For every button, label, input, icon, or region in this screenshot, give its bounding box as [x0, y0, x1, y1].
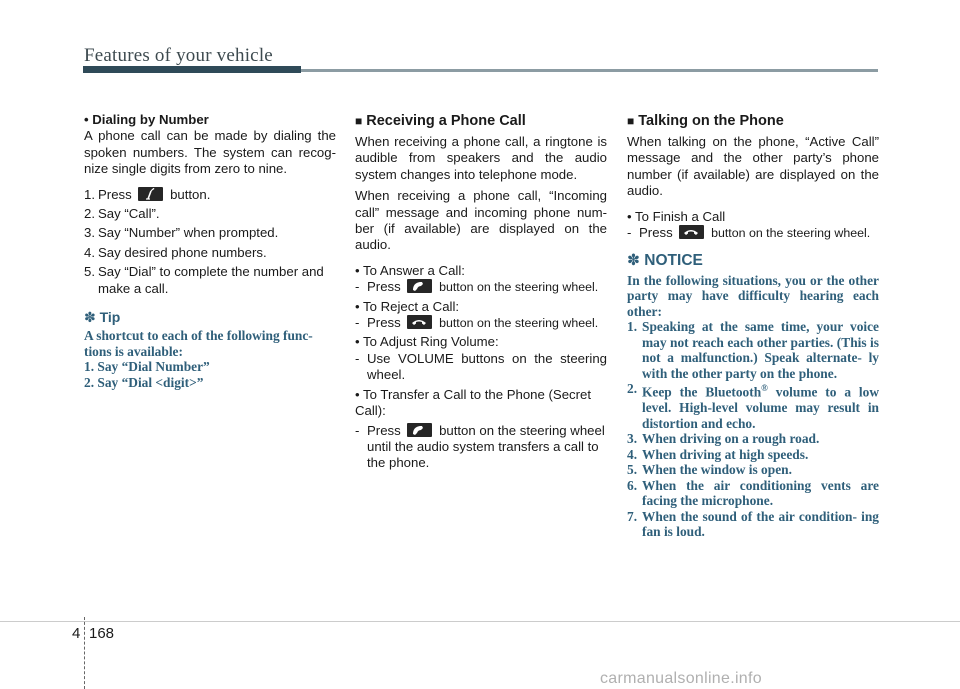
- finish-instruction: - Press button on the steering wheel.: [627, 225, 871, 241]
- header-rule-dark: [83, 66, 301, 73]
- notice-item: 4. When driving at high speeds.: [627, 446, 809, 462]
- step-number: 5.: [84, 264, 95, 280]
- step-number: 3.: [84, 225, 95, 241]
- notice-intro: In the following situations, you or the other party may have difficulty hearing each other:: [627, 272, 879, 319]
- reject-instruction: - Press button on the steering wheel.: [355, 315, 599, 331]
- step-text: Press: [98, 186, 132, 202]
- dialing-step: [84, 187, 336, 203]
- step-number: 2.: [84, 206, 95, 222]
- step-number: 4.: [84, 244, 95, 260]
- tip-intro: A shortcut to each of the following func- tions is available:: [84, 328, 313, 359]
- talking-para: When talking on the phone, “Active Call” message and the other party’s phone number (if available) are displayed on the audio.: [627, 134, 879, 199]
- dialing-heading: • Dialing by Number: [84, 112, 209, 127]
- square-bullet-icon: ■: [355, 114, 363, 128]
- volume-heading: • To Adjust Ring Volume:: [355, 334, 499, 350]
- call-end-button-icon: [679, 225, 704, 239]
- column-receiving: [355, 112, 607, 475]
- watermark: carmanualsonline.info: [600, 670, 762, 687]
- page-header-title: Features of your vehicle: [84, 45, 273, 66]
- volume-instruction: - Use VOLUME buttons on the steering wheel.: [355, 350, 607, 383]
- notice-item: 5. When the window is open.: [627, 462, 792, 478]
- notice-item: 7. When the sound of the air condition- ing fan is loud.: [627, 508, 879, 540]
- tip-heading: ✽ Tip: [84, 309, 121, 326]
- notice-item: 2. Keep the Bluetooth® volume to a low level. High-level volume may result in distortion and echo.: [627, 381, 879, 431]
- receiving-para: When receiving a phone call, a ringtone is audible from speakers and the audio system changes into telephone mode.: [355, 134, 607, 182]
- receiving-heading: ■ Receiving a Phone Call: [355, 113, 526, 129]
- tip-body: [84, 328, 336, 390]
- call-answer-button-icon: [407, 423, 432, 437]
- step-number: 1.: [84, 186, 95, 202]
- notice-item: 3. When driving on a rough road.: [627, 431, 820, 447]
- dialing-intro: A phone call can be made by dialing the spoken numbers. The system can recog- nize single digits from zero to nine.: [84, 128, 336, 177]
- tip-item: 1. Say “Dial Number”: [84, 359, 210, 375]
- page-number: 168: [89, 625, 115, 642]
- square-bullet-icon: ■: [627, 114, 635, 128]
- header-rule-light: [301, 69, 878, 72]
- step-text: Say “Dial” to complete the number and make a call.: [98, 264, 324, 296]
- answer-instruction: - Press button on the steering wheel.: [355, 279, 599, 295]
- column-talking: [627, 112, 879, 540]
- dialing-step: [84, 264, 336, 297]
- receiving-para: When receiving a phone call, “Incoming call” message and incoming phone num- ber (if available) are displayed on the audio.: [355, 188, 607, 253]
- reject-heading: • To Reject a Call:: [355, 298, 460, 314]
- notice-item: 6. When the air conditioning vents are facing the microphone.: [627, 477, 879, 509]
- finish-heading: • To Finish a Call: [627, 208, 726, 224]
- call-end-button-icon: [407, 315, 432, 329]
- dialing-step: [84, 245, 336, 261]
- voice-talk-button-icon: [138, 187, 163, 201]
- dialing-step: [84, 225, 336, 241]
- column-dialing: [84, 112, 336, 390]
- transfer-instruction: - Press button on the steering wheel until the audio system transfers a call to the phone.: [355, 422, 605, 471]
- footer-divider: [84, 617, 85, 689]
- step-text: Say desired phone numbers.: [98, 244, 267, 260]
- talking-heading: ■ Talking on the Phone: [627, 113, 784, 129]
- dialing-step: [84, 206, 336, 222]
- tip-item: 2. Say “Dial <digit>”: [84, 374, 204, 390]
- notice-item: 1. Speaking at the same time, your voice may not reach each other parties. (This is not a malfunction.) Speak alternate- ly with the other party on the phone.: [627, 319, 879, 381]
- step-text: Say “Number” when prompted.: [98, 225, 279, 241]
- step-text: Say “Call”.: [98, 206, 160, 222]
- transfer-heading: • To Transfer a Call to the Phone (Secret Call):: [355, 386, 592, 419]
- chapter-number: 4: [72, 625, 81, 642]
- answer-heading: • To Answer a Call:: [355, 262, 465, 278]
- notice-body: [627, 273, 879, 540]
- call-answer-button-icon: [407, 279, 432, 293]
- step-text: button.: [170, 186, 211, 202]
- footer-rule: [0, 621, 960, 622]
- notice-heading: ✽ NOTICE: [627, 252, 703, 270]
